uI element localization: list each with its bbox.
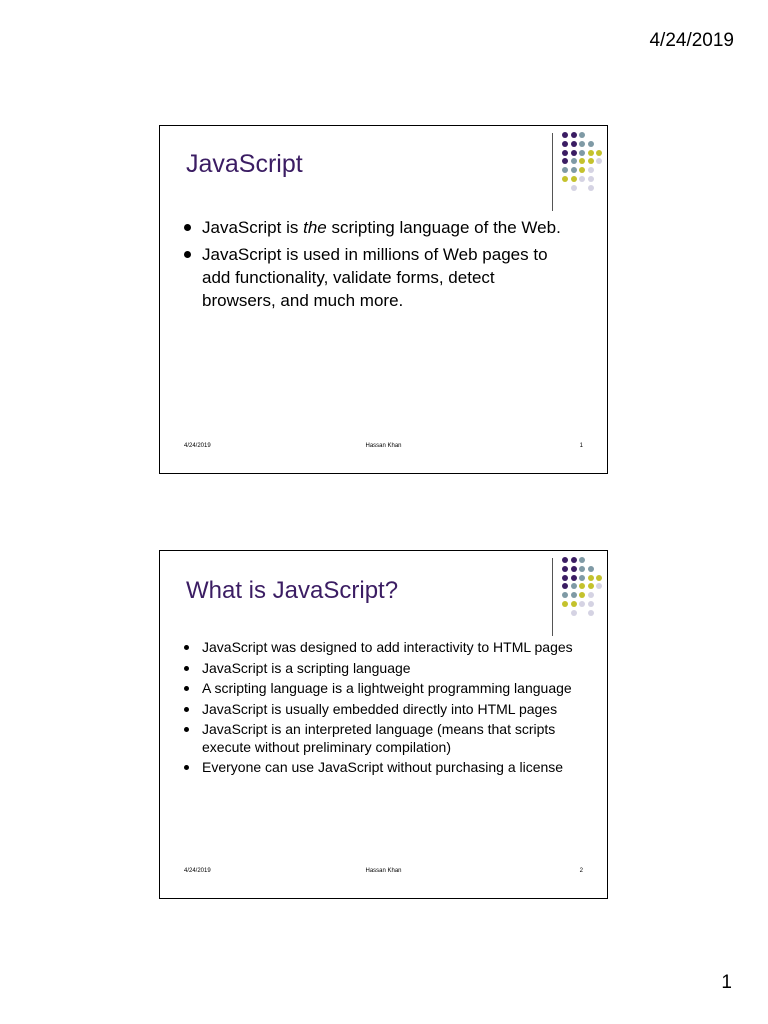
footer-slide-number: 1 <box>579 443 583 449</box>
decor-dot <box>588 158 594 164</box>
bullet-text: JavaScript is usually embedded directly into HTML pages <box>202 700 558 717</box>
decor-dot <box>596 158 602 164</box>
slide-footer <box>184 443 583 451</box>
decor-dot <box>571 132 577 138</box>
bullet-item <box>184 680 584 698</box>
decor-dot <box>571 601 577 607</box>
decor-dot <box>562 150 568 156</box>
decor-dot <box>571 150 577 156</box>
page-number: 1 <box>721 972 732 993</box>
divider-line <box>552 558 553 636</box>
decor-dot <box>588 592 594 598</box>
decor-dot <box>588 176 594 182</box>
decor-dot <box>571 557 577 563</box>
decor-dot <box>588 185 594 191</box>
decor-dot <box>579 557 585 563</box>
slide-title: What is JavaScript? <box>186 577 399 604</box>
page-date: 4/24/2019 <box>649 30 734 51</box>
decor-dot <box>562 566 568 572</box>
bullet-icon <box>184 251 191 258</box>
bullet-icon <box>184 707 189 712</box>
decor-dot <box>588 583 594 589</box>
decor-dot <box>579 566 585 572</box>
decor-dot <box>596 575 602 581</box>
decor-dot <box>588 150 594 156</box>
bullet-item <box>184 701 584 719</box>
bullet-item <box>184 243 564 312</box>
decor-dot <box>579 583 585 589</box>
decor-dot <box>579 601 585 607</box>
bullet-text: JavaScript is a scripting language <box>202 659 411 676</box>
decor-dot <box>562 158 568 164</box>
decor-dot <box>571 592 577 598</box>
decor-dot <box>562 132 568 138</box>
bullet-item <box>184 660 584 678</box>
decor-dot <box>596 583 602 589</box>
decor-dot <box>571 185 577 191</box>
bullet-text-before: JavaScript is <box>202 218 304 237</box>
decor-dot <box>562 557 568 563</box>
footer-author: Hassan Khan <box>365 443 402 449</box>
decor-dot <box>562 575 568 581</box>
decor-dot <box>571 566 577 572</box>
decor-dot <box>562 176 568 182</box>
slide-footer <box>184 868 583 876</box>
decor-dot <box>579 167 585 173</box>
bullet-text: JavaScript is used in millions of Web pages to add functionality, validate forms, detect browsers, and much more. <box>202 245 548 310</box>
decor-dot <box>571 167 577 173</box>
bullet-icon <box>184 765 189 770</box>
decor-dot <box>562 141 568 147</box>
decor-dot <box>562 583 568 589</box>
bullet-list <box>184 639 584 780</box>
bullet-icon <box>184 224 191 231</box>
decor-dot <box>579 132 585 138</box>
decor-dot <box>596 150 602 156</box>
bullet-text: Everyone can use JavaScript without purchasing a license <box>202 759 564 775</box>
decor-dot <box>562 601 568 607</box>
decor-dot <box>571 610 577 616</box>
bullet-text-after: scripting language of the Web. <box>326 218 561 237</box>
footer-date: 4/24/2019 <box>184 868 211 874</box>
footer-author: Hassan Khan <box>365 868 402 874</box>
bullet-item <box>184 639 584 657</box>
decor-dot <box>588 575 594 581</box>
decor-dot <box>579 141 585 147</box>
footer-date: 4/24/2019 <box>184 443 211 449</box>
decor-dot <box>571 158 577 164</box>
decor-dot <box>588 610 594 616</box>
bullet-text-emphasis: the <box>303 218 327 237</box>
bullet-icon <box>184 645 189 650</box>
bullet-item <box>184 759 584 777</box>
decor-dot <box>588 167 594 173</box>
decor-dot <box>562 167 568 173</box>
decor-dot <box>571 575 577 581</box>
decor-dot <box>571 141 577 147</box>
bullet-icon <box>184 686 189 691</box>
bullet-list <box>184 216 564 316</box>
decor-dot <box>571 583 577 589</box>
decor-dot <box>579 158 585 164</box>
bullet-text: JavaScript was designed to add interactivity to HTML pages <box>202 639 573 655</box>
decor-dot <box>579 176 585 182</box>
dot-grid-decoration <box>562 557 606 627</box>
footer-slide-number: 2 <box>579 868 583 874</box>
bullet-icon <box>184 727 189 732</box>
decor-dot <box>588 566 594 572</box>
bullet-icon <box>184 666 189 671</box>
bullet-text: JavaScript is an interpreted language (means that scripts execute without preliminary compilation) <box>202 721 556 755</box>
decor-dot <box>562 592 568 598</box>
slide-title: JavaScript <box>186 150 303 178</box>
slide-1 <box>159 125 608 474</box>
divider-line <box>552 133 553 211</box>
decor-dot <box>588 601 594 607</box>
decor-dot <box>579 575 585 581</box>
decor-dot <box>579 592 585 598</box>
bullet-item <box>184 721 584 756</box>
dot-grid-decoration <box>562 132 606 202</box>
decor-dot <box>588 141 594 147</box>
decor-dot <box>579 150 585 156</box>
decor-dot <box>571 176 577 182</box>
bullet-item <box>184 216 564 239</box>
slide-2 <box>159 550 608 899</box>
bullet-text: A scripting language is a lightweight programming language <box>202 680 572 696</box>
